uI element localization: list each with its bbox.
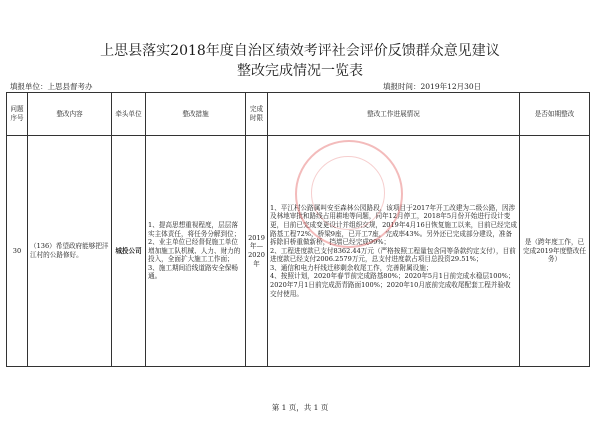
progress-item: 1、平江村公路属叫安至森林公园路段，该项目于2017年开工改建为二级公路，因涉及林地审批和路线占用耕地等问题，同年12月停工，2018年5月份开始进行设计变更，目前已完成变更设计并组织交规，2019年4月16日恢复施工以来，目前已经完成路基工程72%，桥梁9座，已开工7座，完成率43%。另外还已完成部分建设，准备拆除旧桥重做新桥，挡墙已经完成99%； [270,203,517,247]
rectification-table [6,92,590,367]
progress-item: 3、通信和电力杆线迁移剩余收尾工作，完善附属设施； [270,263,433,272]
cell-lead-unit: 城投公司 [112,136,146,367]
fill-date: 填报时间：2019年12月30日 [383,82,482,91]
header-row [7,93,590,136]
measure-item: 1、提高思想重视程度，层层落实主体责任，将任务分解到位； [148,221,241,238]
cell-progress [268,136,520,367]
header-status: 是否如期整改 [520,93,590,136]
cell-deadline: 2019年—2020年 [246,136,268,367]
measure-item: 3、施工期间沿线道路安全保畅通。 [148,263,238,281]
cell-measures [146,136,246,367]
header-lead-unit: 牵头单位 [112,93,146,136]
header-deadline: 完成时限 [246,93,268,136]
header-content: 整改内容 [28,93,112,136]
header-progress: 整改工作进展情况 [268,93,520,136]
header-issue-no: 问题序号 [7,93,28,136]
page-footer: 第 1 页，共 1 页 [271,403,329,412]
cell-content: （136）希望政府能够把洋江村的公路修好。 [28,136,112,367]
progress-item: 4、按照计划，2020年春节前完成路基80%；2020年5月1日前完成水稳层100%；2020年7月1日前完成沥青路面100%；2020年10月底前完成收尾配套工程并验收交付使用。 [270,272,515,298]
measure-item: 2、业主单位已经督促施工单位增加施工队机械、人力、财力的投入，全面扩大施工工作面； [148,238,241,264]
document-title-line1: 上思县落实2018年度自治区绩效考评社会评价反馈群众意见建议 [100,43,500,59]
document-title-line2: 整改完成情况一览表 [237,63,363,79]
fill-unit: 填报单位：上思县督考办 [10,82,93,91]
cell-issue-no: 30 [7,136,28,367]
progress-item: 2、工程进度款已支付8362.44万元（严格按照工程量包含同等条款约定支付），目前进度款已经支付2006.2579万元，总支付进度款占项目总投资29.51%； [270,246,516,264]
cell-status: 是（跨年度工作，已完成2019年度整改任务） [520,136,590,367]
header-measures: 整改措施 [146,93,246,136]
table-row [7,136,590,367]
